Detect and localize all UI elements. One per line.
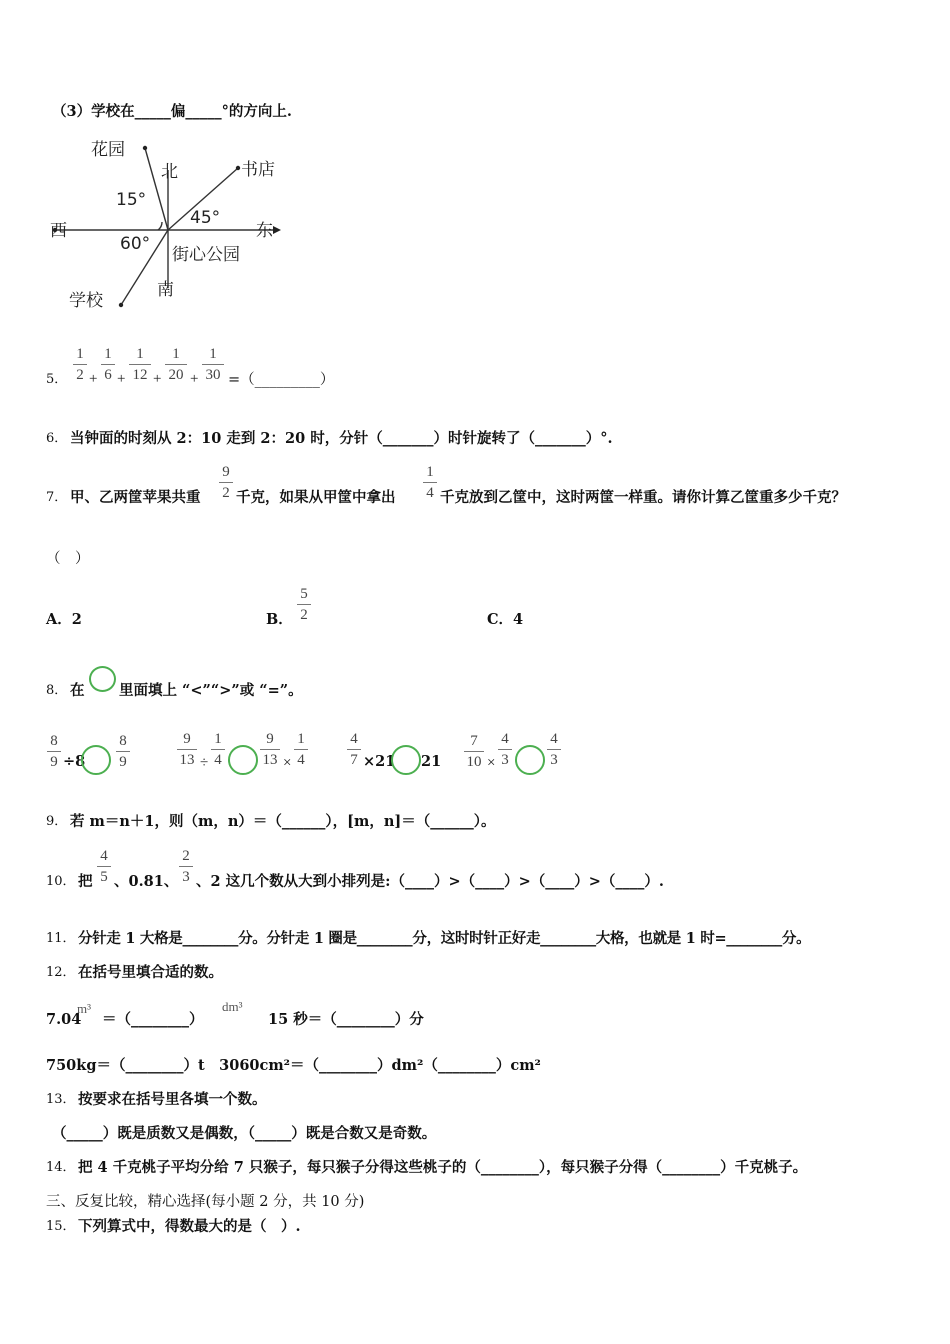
plus-sign: +	[153, 371, 162, 387]
q8-fraction: 9 13	[259, 731, 281, 768]
q11-text: 分针走 1 大格是________分。分针走 1 圈是________分，这时时针正好走________大格，也就是 1 时=________分。	[78, 930, 811, 947]
q10-text-part2: 、0.81、	[114, 873, 179, 890]
compare-circle-4[interactable]	[515, 745, 545, 775]
q12-number: 12．	[46, 965, 76, 980]
q7-text-part2: 千克，如果从甲筐中拿出	[236, 489, 396, 506]
q8-operator: ×	[487, 755, 496, 771]
compare-circle-3[interactable]	[391, 745, 421, 775]
label-east: 东	[256, 221, 273, 241]
label-west: 西	[50, 221, 67, 241]
plus-sign: +	[117, 371, 126, 387]
q7-text-part1: 甲、乙两筐苹果共重	[70, 489, 201, 506]
q5-answer-blank: =（_________）	[228, 372, 335, 388]
q8-fraction: 7 10	[463, 733, 485, 770]
q10-fraction: 4 5	[96, 848, 112, 885]
q10-text-part3: 、2 这几个数从大到小排列是:（____）>（____）>（____）>（____）.	[196, 873, 664, 890]
q8-operator: ÷8	[63, 753, 86, 770]
q5-fraction: 1 6	[100, 346, 116, 383]
q5-fraction: 1 12	[128, 346, 152, 383]
q7-text-part3: 千克放到乙筐中，这时两筐一样重。请你计算乙筐重多少千克？	[440, 489, 846, 506]
q7-fraction: 1 4	[422, 464, 438, 501]
label-north: 北	[161, 162, 178, 182]
example-circle	[89, 666, 116, 692]
q8-fraction: 9 13	[176, 731, 198, 768]
q5-fraction: 1 30	[201, 346, 225, 383]
unit-dm3: dm³	[222, 999, 243, 1014]
q6-number: 6．	[46, 431, 68, 446]
q12-line2: 750kg＝（________）t 3060cm²＝（________）dm²（________）cm²	[46, 1057, 541, 1074]
unit-m3: m³	[77, 1001, 92, 1016]
direction-diagram	[45, 130, 305, 320]
section-heading: 三、反复比较，精心选择(每小题 2 分，共 10 分)	[46, 1194, 365, 1210]
q8-operator: ×	[283, 755, 292, 771]
label-south: 南	[157, 280, 174, 300]
q8-fraction: 1 4	[293, 731, 309, 768]
q7-number: 7．	[46, 490, 68, 505]
label-garden: 花园	[91, 140, 125, 160]
q8-number: 8．	[46, 683, 68, 698]
q8-fraction: 8 9	[115, 733, 131, 770]
plus-sign: +	[190, 371, 199, 387]
compare-circle-2[interactable]	[228, 745, 258, 775]
q5-fraction: 1 20	[164, 346, 188, 383]
q8-fraction: 1 4	[210, 731, 226, 768]
q7-fraction: 9 2	[218, 464, 234, 501]
label-park: 街心公园	[172, 245, 240, 265]
label-angle-60: 60°	[120, 234, 151, 254]
q14-number: 14．	[46, 1160, 76, 1175]
q10-fraction: 2 3	[178, 848, 194, 885]
label-angle-15: 15°	[116, 190, 147, 210]
q8-fraction: 4 7	[346, 731, 362, 768]
q11-number: 11．	[46, 931, 76, 946]
q8-operator: ÷	[200, 755, 209, 771]
option-a[interactable]: A．2	[46, 611, 82, 628]
q12-value-704: 7.04	[46, 1011, 82, 1028]
q13-text: 按要求在括号里各填一个数。	[78, 1091, 267, 1108]
label-school: 学校	[69, 291, 103, 311]
q13-line: （_____）既是质数又是偶数，（_____）既是合数又是奇数。	[52, 1125, 437, 1142]
q8-number-value: 21	[421, 753, 442, 770]
q8-text-part2: 里面填上 “<”“>”或 “=”。	[119, 682, 303, 699]
plus-sign: +	[89, 371, 98, 387]
q6-text: 当钟面的时刻从 2：10 走到 2：20 时，分针（_______）时针旋转了（_______）°.	[70, 430, 613, 447]
option-b[interactable]: B．	[266, 611, 293, 628]
q5-fraction: 1 2	[72, 346, 88, 383]
q14-text: 把 4 千克桃子平均分给 7 只猴子，每只猴子分得这些桃子的（________），每只猴子分得（________）千克桃子。	[78, 1159, 808, 1176]
q12-blank-1: ＝（________）	[102, 1011, 204, 1028]
option-b-fraction: 5 2	[296, 586, 312, 623]
q8-text-part1: 在	[70, 682, 85, 699]
label-angle-45: 45°	[190, 208, 221, 228]
compare-circle-1[interactable]	[81, 745, 111, 775]
q15-number: 15．	[46, 1219, 76, 1234]
q8-operator: ×21	[363, 753, 396, 770]
q8-fraction: 4 3	[497, 731, 513, 768]
q12-seconds: 15 秒＝（________）分	[268, 1011, 424, 1028]
q13-number: 13．	[46, 1092, 76, 1107]
label-bookstore: 书店	[241, 160, 275, 180]
q7-answer-paren: （ ）	[46, 551, 90, 567]
q10-number: 10．	[46, 874, 76, 889]
q8-fraction: 4 3	[546, 731, 562, 768]
option-c[interactable]: C．4	[487, 611, 524, 628]
q12-text: 在括号里填合适的数。	[78, 964, 223, 981]
q5-number: 5．	[46, 372, 68, 387]
q9-text: 若 m＝n＋1，则（m，n）＝（______），[m，n]＝（______）。	[70, 813, 496, 830]
q3-sub-text: （3）学校在_____偏_____°的方向上.	[52, 103, 292, 120]
q9-number: 9．	[46, 814, 68, 829]
q8-fraction: 8 9	[46, 733, 62, 770]
q10-text-part1: 把	[78, 873, 93, 890]
q15-text: 下列算式中，得数最大的是（ ）.	[78, 1218, 301, 1235]
